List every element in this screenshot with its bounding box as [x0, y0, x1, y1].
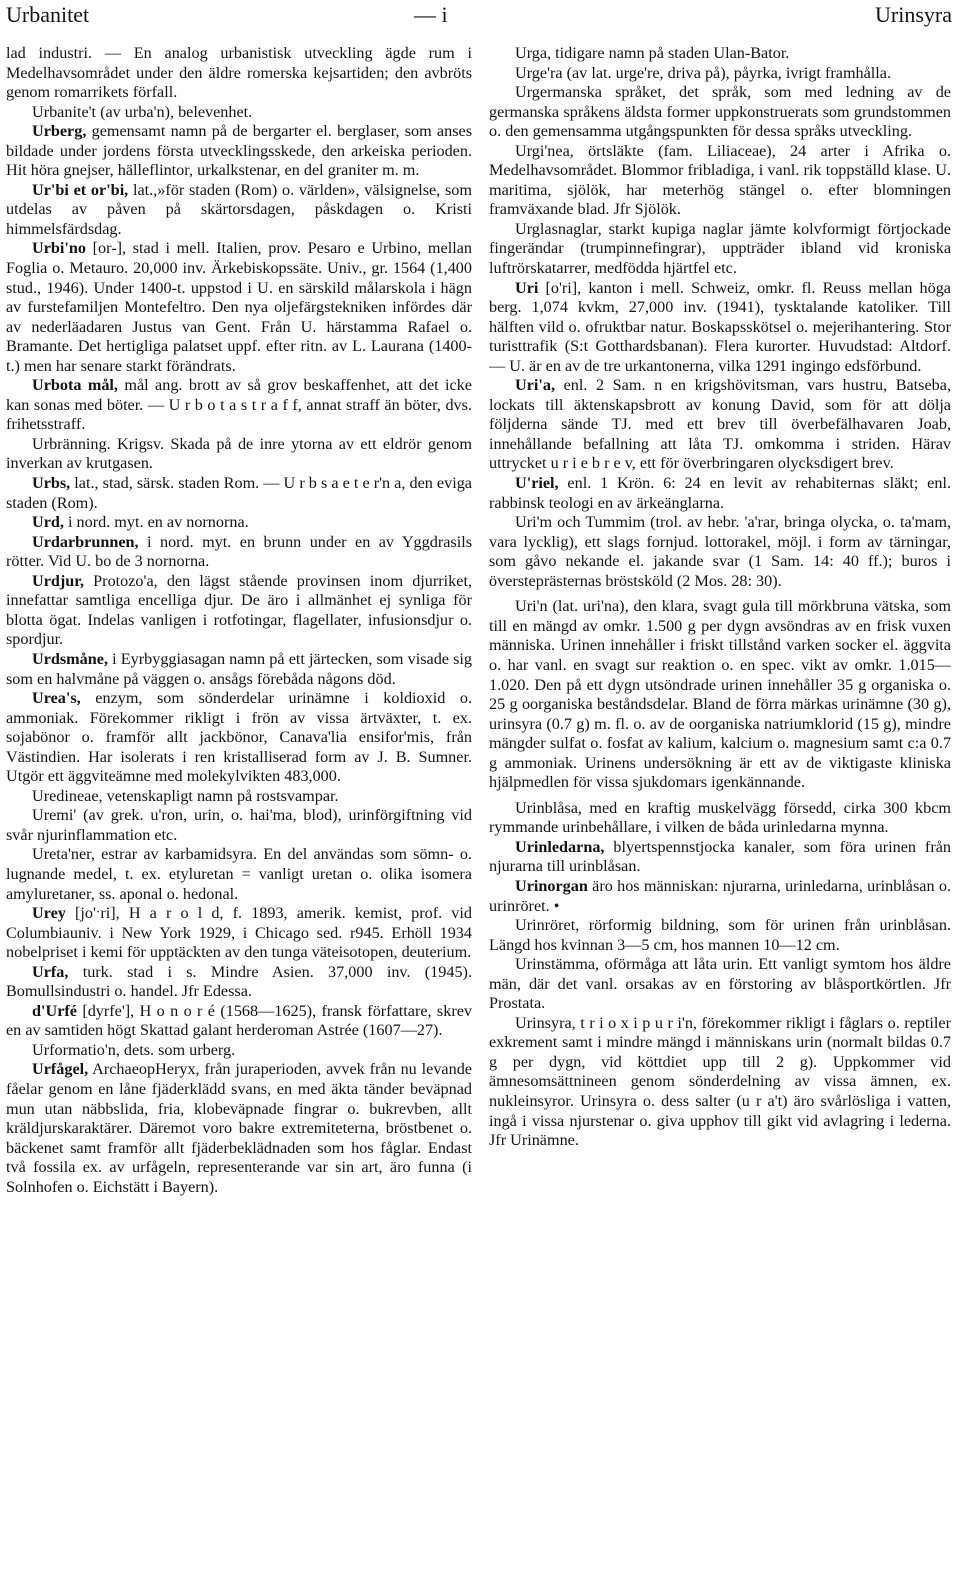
dictionary-entry: Urformatio'n, dets. som urberg.	[32, 1040, 236, 1059]
dictionary-entry: Uremi' (av grek. u'ron, urin, o. hai'ma, blod), urinförgiftning vid svår njurinflammation etc.	[6, 806, 472, 844]
dictionary-entry: U'riel, enl. 1 Krön. 6: 24 en levit av rehabiternas släkt; enl. rabbinsk teologi en av ärkeänglarna.	[489, 474, 951, 512]
right-column	[489, 44, 951, 1588]
dictionary-entry: Urbanite't (av urba'n), belevenhet.	[32, 102, 253, 121]
dictionary-entry: Uri'a, enl. 2 Sam. n en krigshövitsman, vars hustru, Batseba, lockats till äktenskapsbrott av konung David, som för att dölja följderna sände TJ. med ett brev till överbefälhavaren Joab, innehållande befallning att låta TJ. omkomma i striden. Härav uttrycket u r i e b r e v, ett för överbringaren olycksdigert brev.	[489, 376, 951, 473]
dictionary-entry: Urbränning. Krigsv. Skada på de inre ytorna av ett eldrör genom inverkan av krutgasen.	[6, 434, 472, 473]
page-header	[0, 0, 960, 40]
dictionary-entry: Ur'bi et or'bi, lat.,»för staden (Rom) o. världen», välsignelse, som utdelas av påven på skärtorsdagen, påskdagen o. Kristi himmelsfärdsdag.	[6, 180, 472, 238]
dictionary-entry: Uri'n (lat. uri'na), den klara, svagt gula till mörkbruna vätska, som till en mängd av omkr. 1.500 g per dygn avsöndras av en frisk vuxen människa. Urinen innehåller i friskt tillstånd varken socker el. äggvita o. har vanl. en svagt sur reaktion o. en spec. vikt av omkr. 1.015—1.020. Den på ett dygn utsöndrade urinen innehåller 35 g organiska o. 25 g oorganiska beståndsdelar. Bland de förra märkas urinämne (30 g), urinsyra (0.7 g) m. fl. o. av de oorganiska natriumklorid (15 g), mindre mängder sulfat o. fosfat av kalium, kalcium o. magnesium samt c:a 0.7 g ammoniak. Urinens undersökning är ett av de viktigaste kliniska hjälpmedlen för vissa sjukdomars igenkännande.	[489, 597, 951, 792]
dictionary-entry: Urgi'nea, örtsläkte (fam. Liliaceae), 24 arter i Afrika o. Medelhavsområdet. Blommor fribladiga, i vanl. rik toppställd klase. U. maritima, sjölök, har meterhög stängel o. efter blomningen framväxande blad. Jfr Sjölök.	[489, 141, 951, 219]
dictionary-entry: Urgermanska språket, det språk, som med ledning av de germanska språkens äldsta former uppkonstruerats som grundstommen o. den gemensamma utgångspunkten för dessa språks utveckling.	[489, 83, 951, 141]
dictionary-entry: Uri'm och Tummim (trol. av hebr. 'a'rar, bringa olycka, o. ta'mam, vara lycklig), ett slags fornjud. lottorakel, möjl. i form av tärningar, som gåvo nekande el. jakande svar (1 Sam. 14: 40 ff.); buros i översteprästernas bröstsköld (2 Mos. 28: 30).	[489, 513, 951, 590]
dictionary-entry: Urinledarna, blyertspennstjocka kanaler, som föra urinen från njurarna till urinblåsan.	[489, 837, 951, 876]
dictionary-entry: Urbi'no [or-], stad i mell. Italien, prov. Pesaro e Urbino, mellan Foglia o. Metauro. 20,000 inv. Ärkebiskopssäte. Univ., gr. 1564 (1,400 stud., 1946). Under 1400-t. uppstod i U. en särskild målarskola i hägn av furstefamiljen Montefeltro. Den nya oljefärgstekniken infördes där av nederläadaren Justus van Gent. Från U. härstamma Rafael o. Bramante. Det hertigliga palatset uppf. efter ritn. av L. Laurana (1400-t.) men har senare starkt förändrats.	[6, 239, 472, 375]
dictionary-entry: Urinsyra, t r i o x i p u r i'n, förekommer rikligt i fåglars o. reptiler exkrement samt i mindre mängd i människans urin (normalt bildas 0.7 g per dygn, vid köttdiet upp till 2 g). Uppkommer vid ämnesomsättnineen genom sönderdelning av vissa ämnen, ex. nukleinsyror. Urinsyra o. dess salter (u r a't) äro svårlösliga i vatten, ingå i vissa njurstenar o. giva upphov till gikt vid avlagring i lederna. Jfr Urinämne.	[489, 1013, 951, 1150]
page-marker: — i	[414, 2, 448, 27]
dictionary-entry: Urfågel, ArchaeopHeryx, från juraperioden, avvek från nu levande fåelar genom en låne fjäderklädd svans, en med äkta tänder beväpnad mun utan näbbslida, fria, klobeväpnade fingrar o. bukrevben, allt kräldjurskaraktärer. Däremot voro bakre extremiteterna, bröstbenet o. bäckenet samt framför allt fjäderbeklädnaden som hos fåglar. Endast två fossila ex. av urfågeln, representerande var sin art, äro funna (i Solnhofen o. Eichstätt i Bayern).	[6, 1060, 472, 1196]
dictionary-entry: Urinstämma, oförmåga att låta urin. Ett vanligt symtom hos äldre män, där det vanl. orsakas av en förstoring av blåsportkörtlen. Jfr Prostata.	[489, 955, 951, 1013]
dictionary-entry: Urglasnaglar, starkt kupiga naglar jämte kolvformigt förtjockade fingerändar (trumpinnefingrar), uppträder ibland vid kroniska luftrörskatarrer, medfödda hjärtfel etc.	[489, 219, 951, 278]
dictionary-entry: Urge'ra (av lat. urge're, driva på), påyrka, ivrigt framhålla.	[515, 63, 892, 82]
dictionary-entry: Urfa, turk. stad i s. Mindre Asien. 37,000 inv. (1945). Bomullsindustri o. handel. Jfr Edessa.	[6, 962, 472, 1001]
dictionary-entry: Uri [o'ri], kanton i mell. Schweiz, omkr. fl. Reuss mellan höga berg. 1,074 kvkm, 27,000 inv. (1941), tysktalande katoliker. Till hälften vild o. ofruktbar natur. Boskapsskötsel o. mejerihantering. Stor turisttrafik (S:t Gotthardsbanan). Flera kurorter. Huvudstad: Altdorf. — U. är en av de tre urkantonerna, vilka 1291 ingingo edsförbund.	[489, 278, 951, 375]
dictionary-entry: Urberg, gemensamt namn på de bergarter el. berglaser, som anses bildade under jordens första utvecklingsskede, den arkeiska perioden. Hit höra gnejser, hälleflintor, urkalkstenar, en del graniter m. m.	[6, 122, 472, 180]
dictionary-entry: Urinblåsa, med en kraftig muskelvägg försedd, cirka 300 kbcm rymmande urinbehållare, i vilken de båda urinledarna mynna.	[489, 798, 951, 837]
dictionary-entry: Urdsmåne, i Eyrbyggiasagan namn på ett järtecken, som visade sig som en halvmåne på väggen o. ansågs förebåda någons död.	[6, 649, 472, 688]
dictionary-entry: Uredineae, vetenskapligt namn på rostsvampar.	[32, 786, 339, 805]
dictionary-entry: Urdjur, Protozo'a, den lägst stående provinsen inom djurriket, innefattar samtliga encelliga djur. De äro i allmänhet ej synliga för blotta ögat. Indelas vanligen i rotfotingar, flagellater, infusionsdjur o. spordjur.	[6, 571, 472, 649]
dictionary-entry: Urea's, enzym, som sönderdelar urinämne i koldioxid o. ammoniak. Förekommer rikligt i frön av vissa ärtväxter, t. ex. sojabönor o. framför allt jackbönor, Canava'lia ensifor'mis, från Västindien. Har isolerats i ren kristalliserad form av J. B. Sumner. Utgör ett äggviteämne med molekylvikten 483,000.	[6, 689, 472, 786]
dictionary-entry: Urey [jo'ˑri], H a r o l d, f. 1893, amerik. kemist, prof. vid Columbiauniv. i New York 1929, i Chicago sed. r945. Erhöll 1934 nobelpriset i kemi för upptäckten av den tunga väteisotopen, deuterium.	[6, 904, 472, 962]
dictionary-entry: Urdarbrunnen, i nord. myt. en brunn under en av Yggdrasils rötter. Vid U. bo de 3 nornorna.	[6, 532, 472, 571]
dictionary-entry: Urinorgan äro hos människan: njurarna, urinledarna, urinblåsan o. urinröret. •	[489, 876, 951, 915]
dictionary-entry: d'Urfé [dyrfe'], H o n o r é (1568—1625), fransk författare, skrev en av samtiden högt Skattad galant herderoman Astrée (1607—27).	[6, 1001, 472, 1040]
dictionary-entry: Urbota mål, mål ang. brott av så grov beskaffenhet, att det icke kan sonas med böter. — U r b o t a s t r a f f, annat straff än böter, dvs. frihetsstraff.	[6, 376, 472, 434]
running-head-left: Urbanitet	[6, 2, 90, 27]
left-column	[6, 44, 472, 1588]
dictionary-entry: Urd, i nord. myt. en av nornorna.	[32, 513, 249, 532]
dictionary-entry: Urinröret, rörformig bildning, som för urinen från urinblåsan. Längd hos kvinnan 3—5 cm, hos mannen 10—12 cm.	[489, 916, 951, 954]
running-head-right: Urinsyra	[875, 2, 952, 27]
dictionary-entry: Ureta'ner, estrar av karbamidsyra. En del användas som sömn- o. lugnande medel, t. ex. etyluretan = vanligt uretan o. olika isomera amyluretaner, ss. aponal o. hedonal.	[6, 845, 472, 903]
dictionary-entry: Urga, tidigare namn på staden Ulan-Bator.	[515, 44, 790, 62]
dictionary-entry: Urbs, lat., stad, särsk. staden Rom. — U r b s a e t e r'n a, den eviga staden (Rom).	[6, 474, 472, 512]
dictionary-entry: lad industri. — En analog urbanistisk utveckling ägde rum i Medelhavsområdet under den äldre romerska kejsartiden; den avbröts genom romarrikets förfall.	[6, 44, 472, 102]
